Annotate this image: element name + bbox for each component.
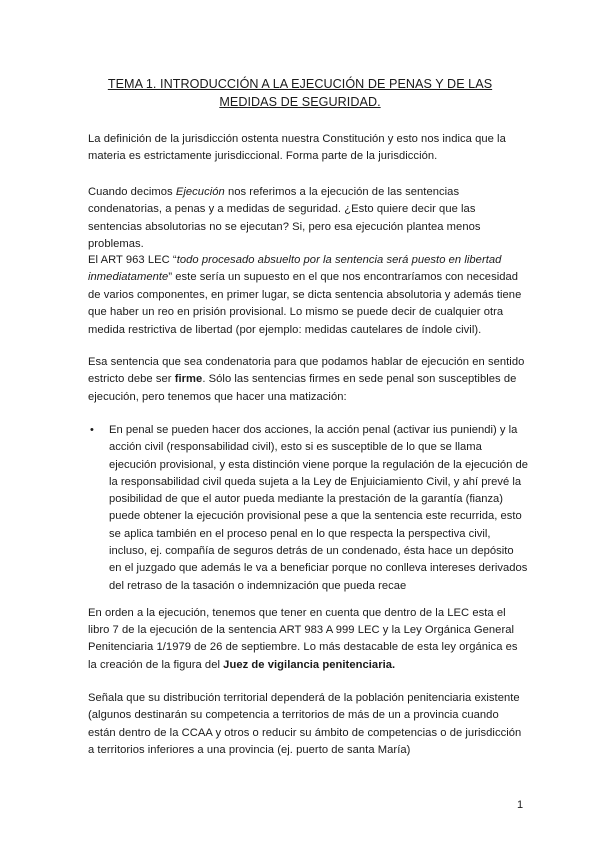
text-run: Cuando decimos xyxy=(88,186,176,198)
text-run: ” este sería un supuesto en el que nos encontraríamos con necesidad de varios componentes, en primer lugar, se dicta sentencia absolutoria y además tiene que haber un reo en prisión provisional. Lo mismo se puede decir de cualquier otra medida restrictiva de libertad (por ejemplo: medidas cautelares de índole civil). xyxy=(88,271,522,336)
document-title: TEMA 1. INTRODUCCIÓN A LA EJECUCIÓN DE PENAS Y DE LAS MEDIDAS DE SEGURIDAD. xyxy=(107,77,493,109)
text-run: Esa sentencia que sea condenatoria para que podamos hablar de ejecución en sentido estricto debe ser xyxy=(88,356,525,386)
text-run: En orden a la ejecución, tenemos que tener en cuenta que dentro de la LEC esta el libro 7 de la ejecución de la sentencia ART 983 A 999 LEC y la Ley Orgánica General Penitenciaria 1/1979 de 26 de septiembre. Lo más destacable de esta ley orgánica es la creación de la figura del xyxy=(88,607,518,671)
paragraph-ejecucion xyxy=(88,184,528,254)
paragraph-jurisdiccion: La definición de la jurisdicción ostenta nuestra Constitución y esto nos indica que la materia es estrictamente jurisdiccional. Forma parte de la jurisdicción. xyxy=(88,133,506,163)
strong-firme: firme xyxy=(174,373,203,386)
paragraph-art-963 xyxy=(88,252,528,339)
paragraph-sentencia-firme xyxy=(88,354,528,406)
text-run: El ART 963 LEC “ xyxy=(88,254,177,266)
bullet-marker: • xyxy=(90,424,94,436)
text-run: . Sólo las sentencias firmes en sede penal son susceptibles de ejecución, pero tenemos que hacer una matización: xyxy=(88,373,517,403)
strong-juez-vigilancia: Juez de vigilancia penitenciaria. xyxy=(223,658,396,671)
quote-art-963: todo procesado absuelto por la sentencia será puesto en libertad inmediatamente xyxy=(88,254,502,284)
paragraph-orden-ejecucion xyxy=(88,605,528,674)
paragraph-distribucion-territorial: Señala que su distribución territorial dependerá de la población penitenciaria existente (algunos destinarán su competencia a territorios de más de un a provincia cuando están dentro de la CCAA y otros o reducir su ámbito de competencias o de jurisdicción a territorios inferiores a una provincia (ej. puerto de santa María) xyxy=(88,692,522,757)
text-run: nos referimos a la ejecución de las sentencias condenatorias, a penas y a medidas de seguridad. ¿Esto quiere decir que las sentencias absolutorias no se ejecutan? Si, pero esa ejecución plantea menos problemas. xyxy=(88,186,481,251)
emphasis-ejecucion: Ejecución xyxy=(175,186,225,198)
page-number: 1 xyxy=(517,799,524,811)
bullet-item-accion-civil: En penal se pueden hacer dos acciones, la acción penal (activar ius puniendi) y la acción civil (responsabilidad civil), esto si es susceptible de lo que se llama ejecución provisional, y esta distinción viene porque la regulación de la ejecución de la responsabilidad civil queda sujeta a la Ley de Enjuiciamiento Civil, y ahí prevé la posibilidad de que el autor pueda mediante la prestación de la garantía (fianza) puede obtener la ejecución provisional pese a que la sentencia este recurrida, esto se aplica también en el proceso penal en lo que respecta la perspectiva civil, incluso, ej. compañía de seguros detrás de un condenado, ésta hace un depósito en el juzgado que además le va a beneficiar porque no conlleva intereses derivados del retraso de la tasación o indemnización que pueda recae xyxy=(109,424,529,592)
